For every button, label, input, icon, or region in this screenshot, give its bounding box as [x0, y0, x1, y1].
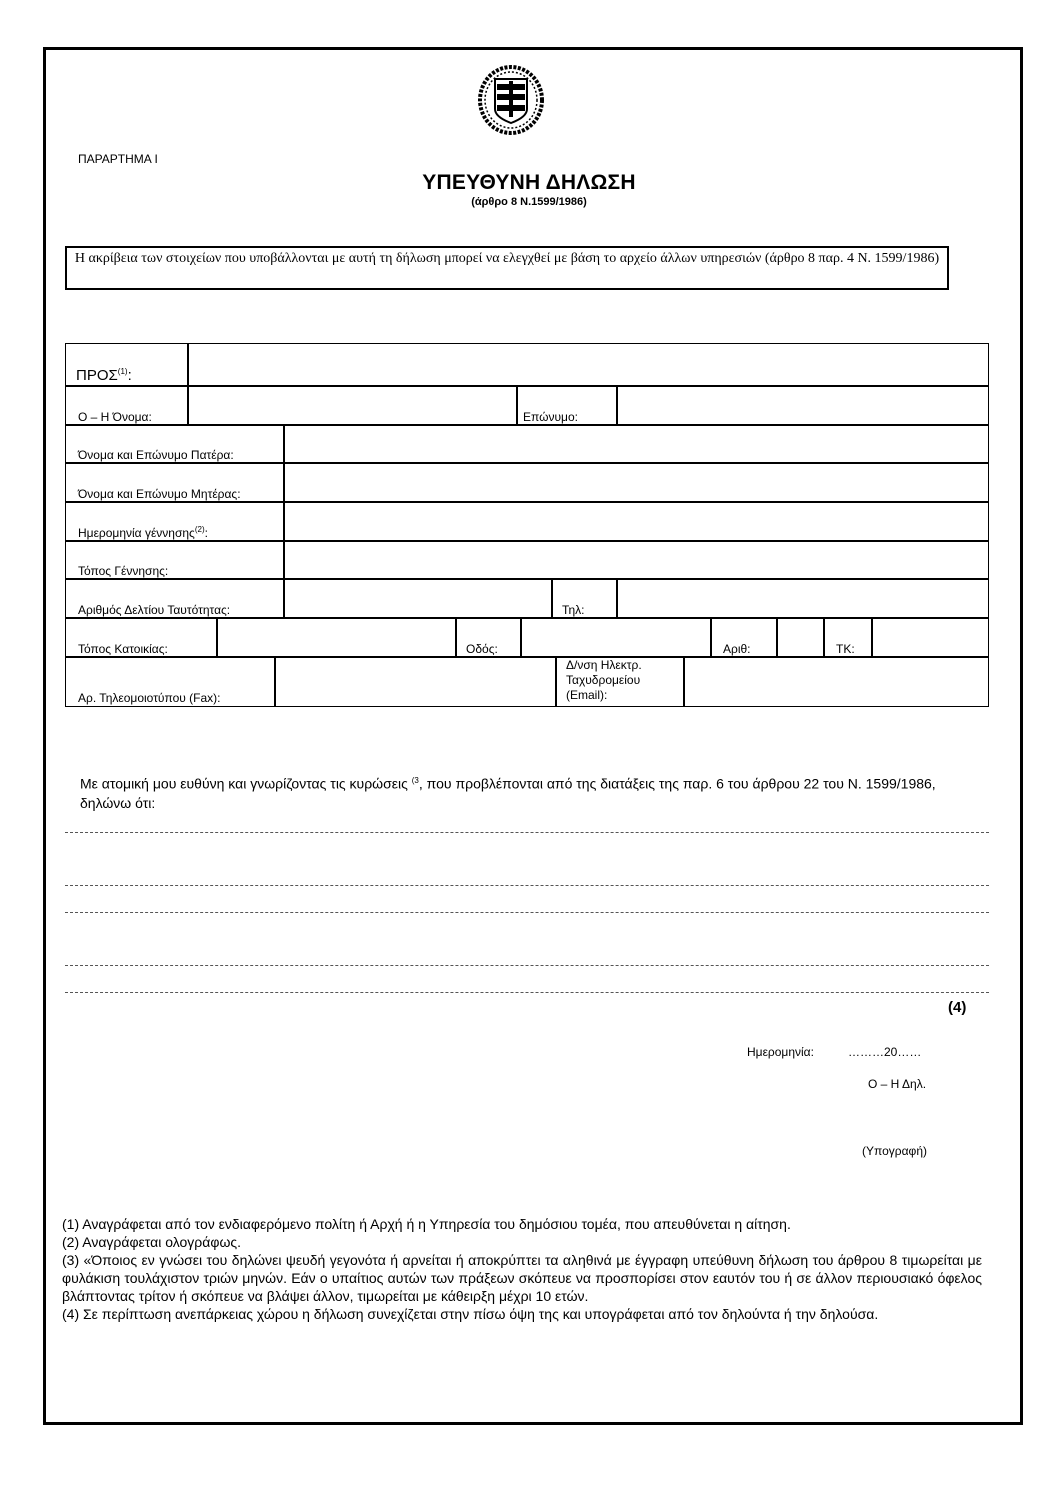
street-label-cell: [455, 617, 522, 658]
email-field[interactable]: [683, 656, 989, 707]
birth-date-colon: :: [204, 526, 208, 540]
to-label: [76, 367, 132, 384]
declaration-line-4[interactable]: [65, 965, 989, 966]
street-number-field[interactable]: [776, 617, 825, 658]
footnote-ref-1: (1): [117, 367, 128, 376]
birth-date-label-text: Ημερομηνία γέννησης: [78, 526, 195, 540]
to-colon: :: [127, 367, 132, 384]
declaration-line-1[interactable]: [65, 832, 989, 833]
fax-label: Αρ. Τηλεομοιοτύπου (Fax):: [78, 691, 221, 705]
postcode-label: ΤΚ:: [836, 642, 855, 656]
email-label-line-1: Δ/νση Ηλεκτρ.: [566, 658, 642, 672]
street-label: Οδός:: [466, 642, 498, 656]
declaration-text-1: Με ατομική μου ευθύνη και γνωρίζοντας τις κυρώσεις: [80, 775, 412, 792]
id-number-field[interactable]: [283, 578, 553, 619]
footnote-ref-2: (2): [194, 525, 205, 534]
declaration-line-3[interactable]: [65, 912, 989, 913]
signature-label: (Υπογραφή): [862, 1144, 927, 1158]
to-label-cell: [65, 343, 189, 387]
footnote-3: (3) «Όποιος εν γνώσει του δηλώνει ψευδή γεγονότα ή αρνείται ή αποκρύπτει τα αληθινά με έγγραφη υπεύθυνη δήλωση του άρθρου 8 τιμωρείται με φυλάκιση τουλάχιστον τριών μηνών. Εάν ο υπαίτιος αυτών των πράξεων σκόπευε να προσπορίσει στον εαυτόν του ή σε άλλον περιουσιακό όφελος βλάπτοντας τρίτον ή σκόπευε να βλάψει άλλον, τιμωρείται με κάθειρξη μέχρι 10 ετών.: [62, 1252, 982, 1304]
street-field[interactable]: [520, 617, 712, 658]
mother-label-cell: [65, 462, 285, 503]
father-name-label: Όνομα και Επώνυμο Πατέρα:: [78, 448, 234, 462]
page-subtitle: (άρθρο 8 Ν.1599/1986): [471, 196, 587, 208]
email-label-cell: [555, 656, 685, 707]
fax-field[interactable]: [274, 656, 557, 707]
street-number-label: Αριθ:: [723, 642, 751, 656]
last-name-label: Επώνυμο:: [523, 410, 578, 424]
footnote-4: (4) Σε περίπτωση ανεπάρκειας χώρου η δήλωση συνεχίζεται στην πίσω όψη της και υπογράφεται από τον δηλούντα ή την δηλούσα.: [62, 1306, 879, 1322]
residence-label-cell: [65, 617, 218, 658]
birth-date-label: [78, 525, 208, 540]
residence-field[interactable]: [216, 617, 457, 658]
birth-date-label-cell: [65, 501, 285, 542]
date-label: Ημερομηνία:: [747, 1045, 814, 1059]
mother-name-field[interactable]: [283, 462, 989, 503]
last-name-field[interactable]: [616, 385, 989, 426]
birth-place-label: Τόπος Γέννησης:: [78, 564, 169, 578]
birth-date-field[interactable]: [283, 501, 989, 542]
phone-field[interactable]: [616, 578, 989, 619]
annex-label: ΠΑΡΑΡΤΗΜΑ Ι: [78, 152, 158, 166]
phone-label-cell: [551, 578, 618, 619]
phone-label: Τηλ:: [562, 603, 585, 617]
email-label-line-2: Ταχυδρομείου: [566, 673, 641, 687]
declaration-statement: [80, 771, 980, 813]
to-field[interactable]: [187, 343, 989, 387]
declarant-label: Ο – Η Δηλ.: [868, 1077, 927, 1091]
verification-notice: Η ακρίβεια των στοιχείων που υποβάλλονται με αυτή τη δήλωση μπορεί να ελεγχθεί με βάση το αρχείο άλλων υπηρεσιών (άρθρο 8 παρ. 4 Ν. 1599/1986): [65, 246, 949, 290]
number-label-cell: [710, 617, 778, 658]
birth-place-label-cell: [65, 540, 285, 580]
mother-name-label: Όνομα και Επώνυμο Μητέρας:: [78, 487, 241, 501]
first-name-label: Ο – Η Όνομα:: [78, 410, 152, 424]
birth-place-field[interactable]: [283, 540, 989, 580]
last-name-label-cell: [516, 385, 618, 426]
father-name-field[interactable]: [283, 424, 989, 464]
greek-coat-of-arms-icon: [473, 63, 549, 139]
residence-label: Τόπος Κατοικίας:: [78, 642, 168, 656]
id-label-cell: [65, 578, 285, 619]
declaration-text-2: , που προβλέπονται από της διατάξεις της παρ. 6 του άρθρου 22 του Ν. 1599/1986, δηλώνω ότι:: [80, 775, 936, 811]
postcode-field[interactable]: [871, 617, 989, 658]
footnote-1: (1) Αναγράφεται από τον ενδιαφερόμενο πολίτη ή Αρχή ή η Υπηρεσία του δημόσιου τομέα, που απευθύνεται η αίτηση.: [62, 1216, 791, 1232]
to-label-text: ΠΡΟΣ: [76, 367, 118, 384]
declaration-line-5[interactable]: [65, 992, 989, 993]
footnote-2: (2) Αναγράφεται ολογράφως.: [62, 1234, 242, 1250]
page-title: ΥΠΕΥΘΥΝΗ ΔΗΛΩΣΗ: [422, 171, 636, 194]
email-label: [566, 658, 642, 703]
declaration-line-2[interactable]: [65, 885, 989, 886]
footnote-ref-4: (4): [948, 999, 967, 1016]
date-field[interactable]: ………20……: [848, 1045, 922, 1059]
footnote-ref-3: (3: [411, 776, 419, 785]
postcode-label-cell: [823, 617, 873, 658]
first-name-field[interactable]: [187, 385, 518, 426]
father-label-cell: [65, 424, 285, 464]
email-label-line-3: (Email):: [566, 688, 608, 702]
fax-label-cell: [65, 656, 276, 707]
footnotes: [62, 1215, 982, 1323]
first-name-label-cell: [65, 385, 189, 426]
id-number-label: Αριθμός Δελτίου Ταυτότητας:: [78, 603, 231, 617]
